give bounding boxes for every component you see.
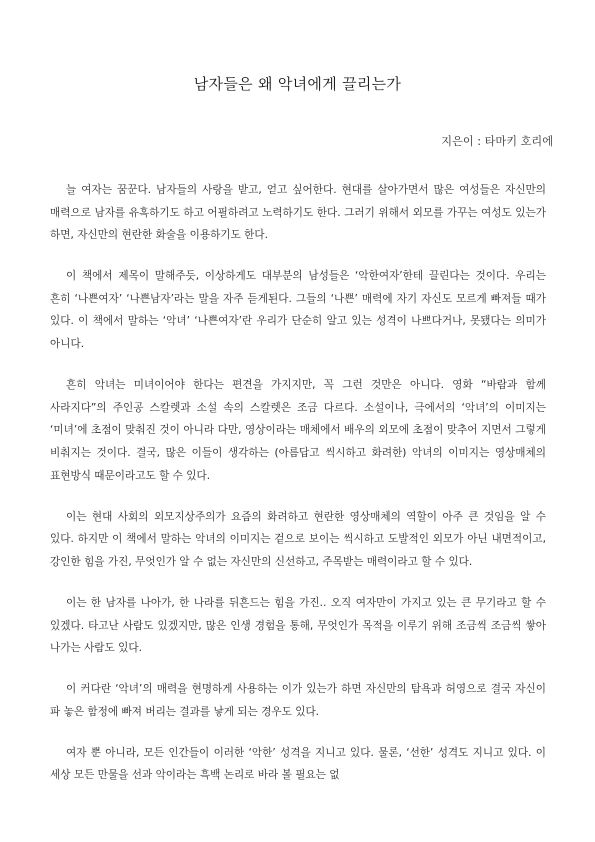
- body-text: [50, 179, 546, 787]
- paragraph: 이는 한 남자를 나아가, 한 나라를 뒤흔드는 힘을 가진.. 오직 여자만이 가지고 있는 큰 무기라고 할 수 있겠다. 타고난 사람도 있겠지만, 많은 인생 경험을 통해, 무엇인가 목적을 이루기 위해 조금씩 조금씩 쌓아 나가는 사람도 있다.: [50, 596, 546, 655]
- paragraph: 늘 여자는 꿈꾼다. 남자들의 사랑을 받고, 얻고 싶어한다. 현대를 살아가면서 많은 여성들은 자신만의 매력으로 남자를 유혹하기도 하고 어필하려고 노력하기도 한다. 그러기 위해서 외모를 가꾸는 여성도 있는가 하면, 자신만의 현란한 화술을 이용하기도 한다.: [50, 184, 546, 242]
- paragraph: 흔히 악녀는 미녀이어야 한다는 편견을 가지지만, 꼭 그런 것만은 아니다. 영화 “바람과 함께 사라지다”의 주인공 스칼렛과 소설 속의 스칼렛은 조금 다르다. 소설이나, 극에서의 ‘악녀’의 이미지는 ‘미녀’에 초점이 맞춰진 것이 아니라 다만, 영상이라는 매체에서 배우의 외모에 초점이 맞추어 지면서 그렇게 비춰지는 것이다. 결국, 많은 이들이 생각하는 (아름답고 씩시하고 화려한) 악녀의 이미지는 영상매체의 표현방식 때문이라고도 할 수 있다.: [50, 379, 546, 482]
- paragraph: 이 책에서 제목이 말해주듯, 이상하게도 대부분의 남성들은 ‘악한여자’한테 끌린다는 것이다. 우리는 흔히 ‘나쁜여자’ ‘나쁜남자’라는 말을 자주 듣게된다. 그들의 ‘나쁜’ 매력에 자기 자신도 모르게 빠져들 때가 있다. 이 책에서 말하는 ‘악녀’ ‘나쁜여자’란 우리가 단순히 알고 있는 성격이 나쁘다거나, 못됐다는 의미가 아니다.: [50, 270, 546, 351]
- paragraph: 이는 현대 사회의 외모지상주의가 요즘의 화려하고 현란한 영상매체의 역할이 아주 큰 것임을 알 수 있다. 하지만 이 책에서 말하는 악녀의 이미지는 겉으로 보이는 씩시하고 도발적인 외모가 아닌 내면적이고, 강인한 힘을 가진, 무엇인가 알 수 없는 자신만의 신선하고, 주목받는 매력이라고 할 수 있다.: [50, 510, 546, 568]
- author-line: 지은이 : 타마키 호리에: [441, 135, 553, 148]
- page-title: 남자들은 왜 악녀에게 끌리는가: [193, 75, 402, 93]
- paragraph: 여자 뿐 아니라, 모든 인간들이 이러한 ‘악한’ 성격을 지니고 있다. 물론, ‘선한’ 성격도 지니고 있다. 이 세상 모든 만물을 선과 악이라는 흑백 논리로 바라 볼 필요는 없: [50, 746, 546, 782]
- paragraph: 이 커다란 ‘악녀’의 매력을 현명하게 사용하는 이가 있는가 하면 자신만의 탐욕과 허영으로 결국 자신이 파 놓은 함정에 빠져 버리는 결과를 낳게 되는 경우도 있다.: [50, 683, 546, 718]
